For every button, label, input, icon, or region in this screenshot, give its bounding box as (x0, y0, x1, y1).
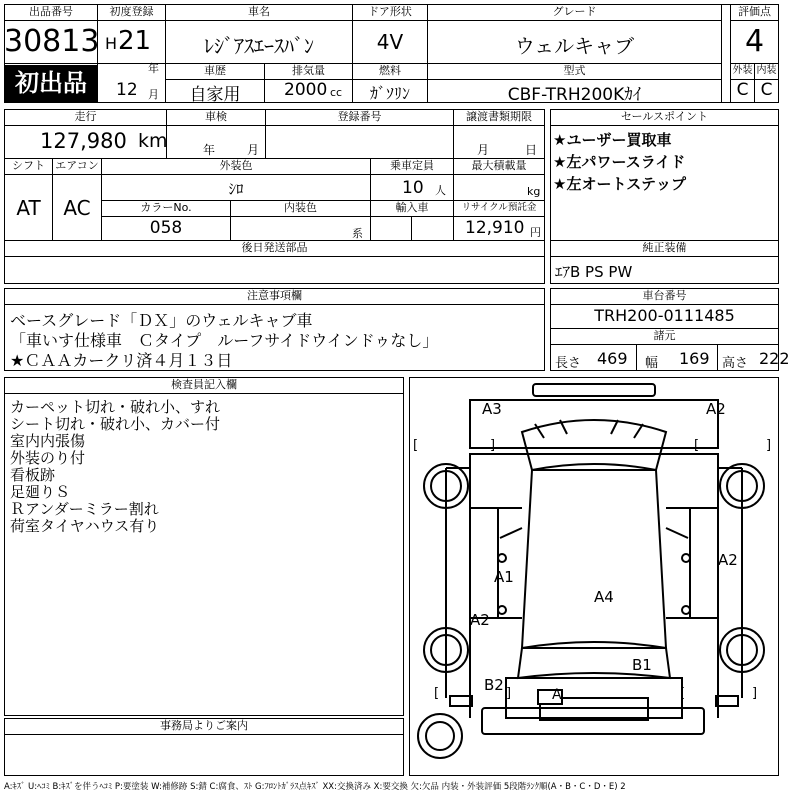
interior-label: 内装 (754, 63, 779, 80)
front-bumper (446, 454, 742, 468)
era: H (105, 34, 118, 53)
inspector-line-1: カーペット切れ・破れ小、すれ (10, 398, 221, 416)
inspector-line-3: 室内内張傷 (10, 432, 86, 450)
bracket-left-close: ] (490, 438, 496, 453)
model-label: 型式 (427, 63, 722, 80)
equipment-label: 純正装備 (550, 240, 779, 257)
vehicle-outline-diagram (410, 378, 778, 775)
chassis-no: TRH200-0111485 (594, 306, 735, 325)
import-divider (411, 216, 412, 241)
shift-label: シフト (4, 158, 53, 175)
hood-outline (470, 400, 718, 448)
sales-points-label: セールスポイント (550, 109, 779, 126)
dims-label: 諸元 (550, 328, 779, 345)
history: 自家用 (189, 85, 241, 105)
inspection-label: 車検 (166, 109, 266, 126)
transfer-month-unit: 月 (477, 143, 490, 157)
ac: AC (63, 196, 91, 220)
car-name-label: 車名 (165, 4, 353, 21)
bracket-left-open: [ (413, 438, 419, 453)
inspector-line-2: シート切れ・破れ小、カバー付 (10, 415, 221, 433)
inspector-line-4: 外装のり付 (10, 449, 86, 467)
spare-wheel (418, 714, 462, 758)
note-line-2: 「車いす仕様車 Ｃタイプ ルーフサイドウインドゥなし」 (10, 331, 439, 350)
equipment: ｴｱB PS PW (555, 263, 633, 281)
length: 469 (597, 349, 628, 368)
door: 4V (376, 30, 404, 54)
inspection-month-unit: 月 (247, 143, 260, 157)
ext-color: ｼﾛ (228, 180, 244, 198)
windshield (522, 420, 666, 470)
damage-diagram (409, 377, 779, 776)
roof-panel (522, 470, 666, 648)
score: 4 (744, 24, 765, 59)
displacement: 2000 (284, 80, 328, 100)
model: CBF-TRH200Kｶｲ (507, 85, 642, 105)
first-listing-badge: 初出品 (5, 65, 97, 102)
inspection-year-unit: 年 (203, 143, 216, 157)
fuel-label: 燃料 (352, 63, 428, 80)
displacement-unit: cc (330, 86, 343, 99)
max-load-label: 最大積載量 (453, 158, 545, 175)
office-label: 事務局よりご案内 (4, 718, 404, 735)
later-parts-label: 後日発送部品 (4, 240, 545, 257)
dims-divider-1 (636, 344, 637, 371)
inspector-line-6: 足廻りＳ (10, 483, 71, 501)
bracket-rear-right-close: ] (752, 686, 758, 701)
bracket-rear-left-close: ] (506, 686, 512, 701)
mark-a-rear: A (552, 687, 562, 703)
recycle-label: リサイクル預託金 (453, 200, 545, 217)
office-cell (4, 734, 404, 776)
length-label: 長さ (555, 356, 582, 371)
color-no-label: カラーNo. (101, 200, 231, 217)
first-reg-label: 初度登録 (97, 4, 166, 21)
exterior-label: 外装 (730, 63, 755, 80)
import-cell (370, 216, 454, 241)
int-color-label: 内装色 (230, 200, 371, 217)
lot-no-label: 出品番号 (4, 4, 98, 21)
width-label: 幅 (645, 356, 659, 371)
inspector-line-8: 荷室タイヤハウス有り (10, 517, 160, 535)
int-color-unit: 系 (352, 227, 363, 240)
mark-b1: B1 (632, 656, 652, 674)
bracket-right-open: [ (694, 438, 700, 453)
bracket-rear-right-open: [ (680, 686, 686, 701)
history-label: 車歴 (165, 63, 265, 80)
note-line-1: ベースグレード「ＤＸ」のウェルキャブ車 (10, 311, 313, 330)
sales-point-3: ★左オートステップ (553, 175, 686, 193)
inspector-label: 検査員記入欄 (4, 377, 404, 394)
later-parts-cell (4, 256, 545, 284)
year-unit: 年 (148, 62, 159, 75)
height-label: 高さ (722, 356, 749, 371)
car-name: ﾚｼﾞｱｽｴｰｽﾊﾞﾝ (204, 34, 314, 58)
mileage: 127,980 (40, 129, 127, 153)
mark-a2-right: A2 (718, 551, 738, 569)
transfer-label: 譲渡書類期限 (453, 109, 545, 126)
year: 21 (118, 26, 152, 56)
capacity-unit: 人 (435, 184, 446, 197)
door-label: ドア形状 (352, 4, 428, 21)
mark-a3: A3 (482, 400, 502, 418)
height: 222 (759, 349, 790, 368)
color-no: 058 (149, 218, 183, 238)
reg-no-label: 登録番号 (265, 109, 454, 126)
note-line-3: ★ＣＡＡカークリ済４月１３日 (10, 351, 233, 370)
legend: A:ｷｽﾞ U:ﾍｺﾐ B:ｷｽﾞを伴うﾍｺﾐ P:要塗装 W:補修跡 S:錆 C:腐食、ｽﾄ G:ﾌﾛﾝﾄｶﾞﾗｽ点ｷｽﾞ XX:交換済み X:要交換 欠:欠品 内装・外装評価 5段階ﾗﾝｸ順(A・B・C・D・E) 2 (4, 782, 626, 792)
month: 12 (116, 80, 138, 100)
ext-color-label: 外装色 (101, 158, 371, 175)
width: 169 (679, 349, 710, 368)
grade-label: グレード (427, 4, 722, 21)
grade: ウェルキャブ (514, 34, 635, 58)
shift: AT (16, 196, 41, 220)
mileage-unit: km (138, 130, 168, 152)
notes-label: 注意事項欄 (4, 288, 545, 305)
sales-point-1: ★ユーザー買取車 (553, 131, 672, 149)
transfer-day-unit: 日 (525, 143, 538, 157)
roof-edge (533, 384, 655, 396)
chassis-label: 車台番号 (550, 288, 779, 305)
bracket-right-close: ] (766, 438, 772, 453)
capacity-label: 乗車定員 (370, 158, 454, 175)
inspector-line-7: Ｒアンダーミラー割れ (10, 500, 159, 518)
max-load-unit: kg (527, 185, 541, 198)
displacement-label: 排気量 (264, 63, 353, 80)
exterior: C (736, 80, 749, 100)
month-unit: 月 (148, 88, 159, 101)
sales-point-2: ★左パワースライド (553, 153, 686, 171)
interior: C (760, 80, 773, 100)
mark-a2-left: A2 (470, 611, 490, 629)
import-label: 輸入車 (370, 200, 454, 217)
mark-a2-front: A2 (706, 400, 726, 418)
score-label: 評価点 (730, 4, 779, 21)
mark-a1: A1 (494, 568, 514, 586)
fuel: ｶﾞｿﾘﾝ (369, 84, 410, 103)
ac-label: エアコン (52, 158, 102, 175)
mileage-label: 走行 (4, 109, 167, 126)
mark-a4: A4 (594, 588, 614, 606)
dims-divider-2 (717, 344, 718, 371)
bracket-rear-left-open: [ (434, 686, 440, 701)
mark-b2: B2 (484, 676, 504, 694)
capacity: 10 (402, 178, 424, 198)
lot-no: 30813 (4, 24, 100, 59)
recycle-unit: 円 (530, 226, 541, 239)
int-color-cell (230, 216, 371, 241)
recycle: 12,910 (465, 218, 525, 238)
reg-no-cell (265, 125, 454, 159)
inspector-line-5: 看板跡 (10, 466, 56, 484)
